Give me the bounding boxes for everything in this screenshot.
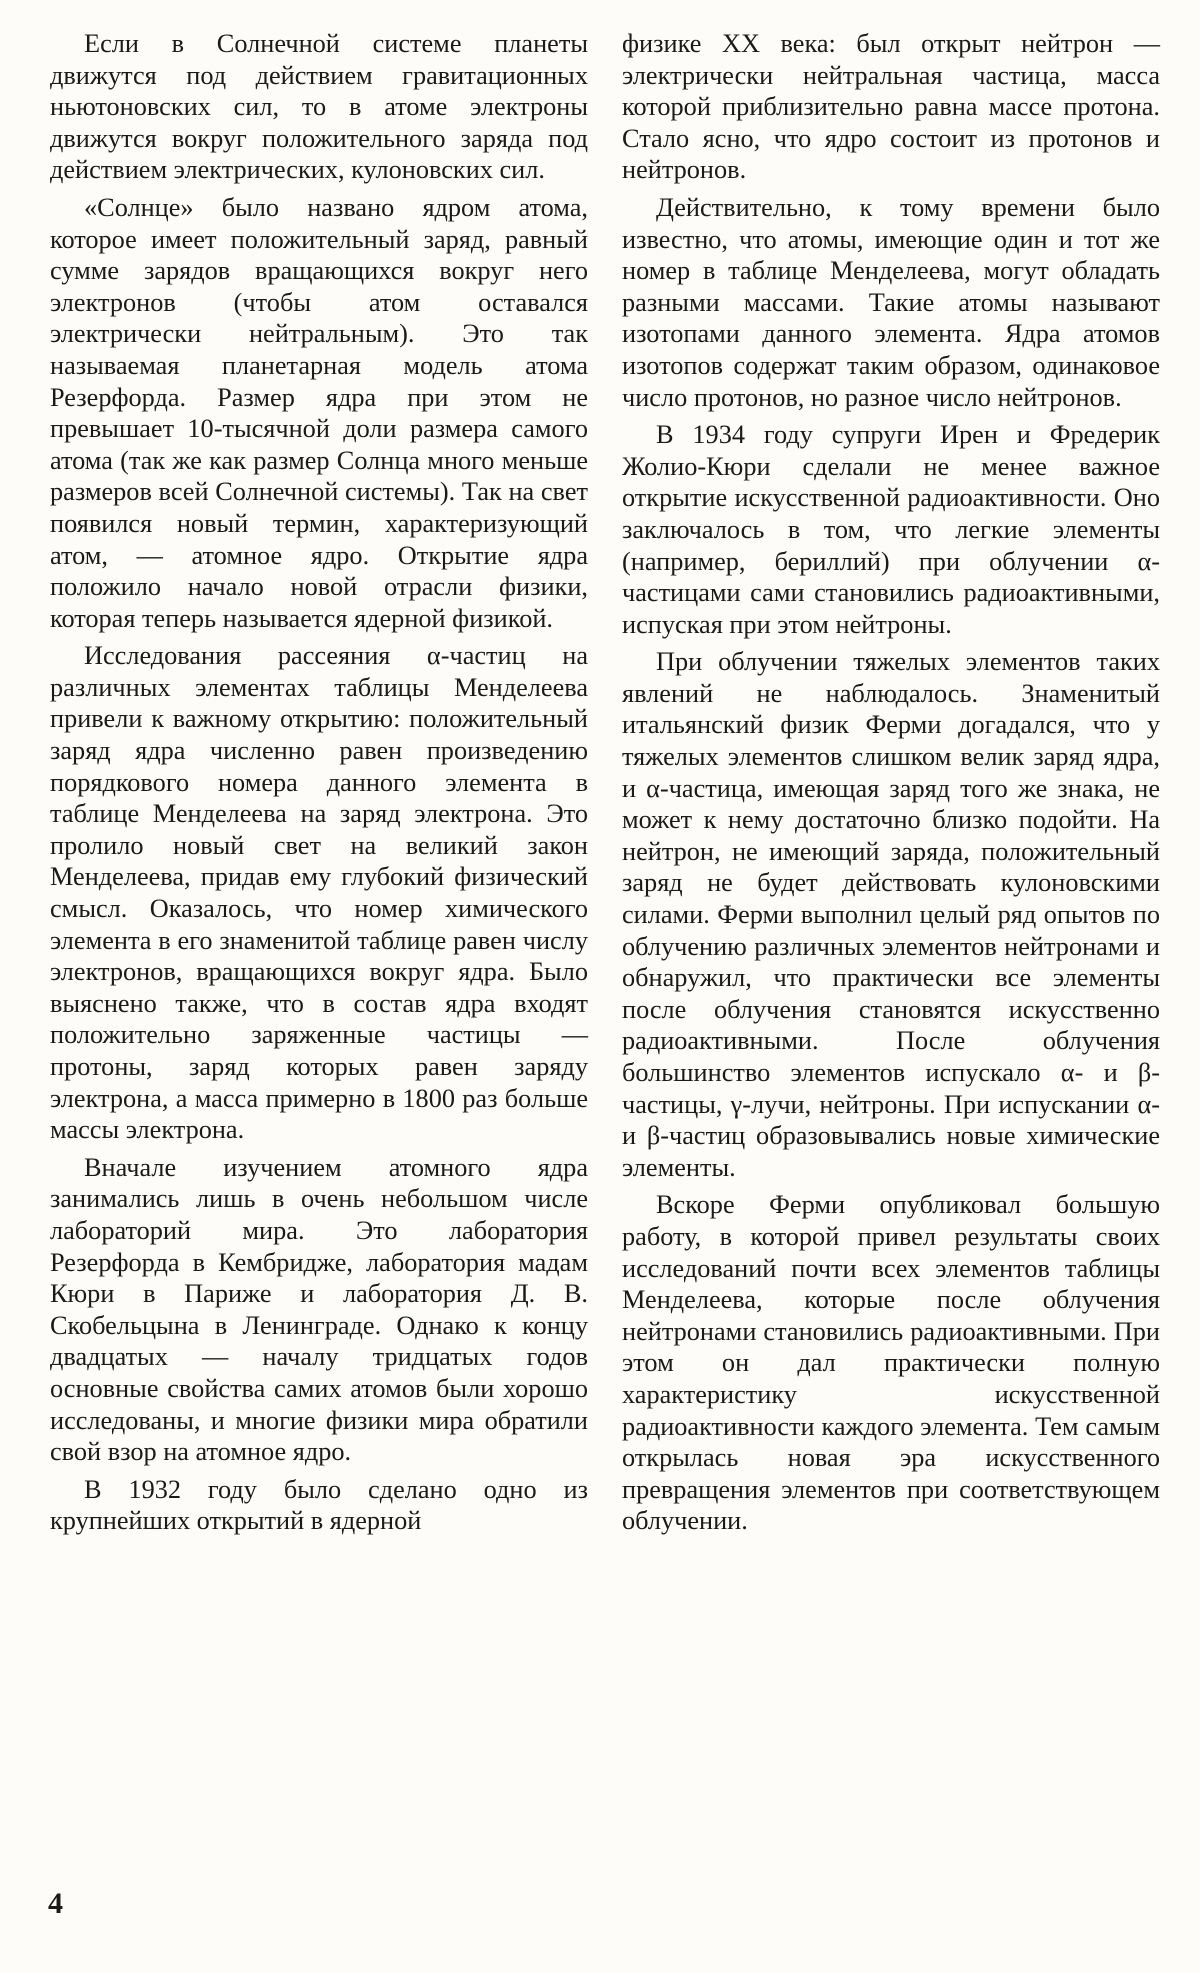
right-column [622,28,1160,1537]
paragraph: Действительно, к тому времени было известно, что атомы, имеющие один и тот же номер в таблице Менделеева, могут обладать разными массами. Такие атомы называют изотопами данного элемента. Ядра атомов изотопов содержат таким образом, одинаковое число протонов, но разное число нейтронов. [622,192,1160,412]
paragraph: При облучении тяжелых элементов таких явлений не наблюдалось. Знаменитый итальянский физик Ферми догадался, что у тяжелых элементов слишком велик заряд ядра, и α-частица, имеющая заряд того же знака, не может к нему достаточно близко подойти. На нейтрон, не имеющий заряда, положительный заряд не будет действовать кулоновскими силами. Ферми выполнил целый ряд опытов по облучению различных элементов нейтронами и обнаружил, что практически все элементы после облучения становятся искусственно радиоактивными. После облучения большинство элементов испускало α- и β-частицы, γ-лучи, нейтроны. При испускании α- и β-частиц образовывались новые химические элементы. [622,647,1160,1182]
paragraph: «Солнце» было названо ядром атома, которое имеет положительный заряд, равный сумме зарядов вращающихся вокруг него электронов (чтобы атом оставался электрически нейтральным). Это так называемая планетарная модель атома Резерфорда. Размер ядра при этом не превышает 10-тысячной доли размера самого атома (так же как размер Солнца много меньше размеров всей Солнечной системы). Так на свет появился новый термин, характеризующий атом, — атомное ядро. Открытие ядра положило начало новой отрасли физики, которая теперь называется ядерной физикой. [50,192,588,633]
paragraph: В 1932 году было сделано одно из крупнейших открытий в ядерной [50,1474,588,1536]
left-column [50,28,588,1537]
paragraph: Вскоре Ферми опубликовал большую работу, в которой привел результаты своих исследований почти всех элементов таблицы Менделеева, которые после облучения нейтронами становились радиоактивными. При этом он дал практически полную характеристику искусственной радиоактивности каждого элемента. Тем самым открылась новая эра искусственного превращения элементов при соответствующем облучении. [622,1190,1160,1536]
page-number: 4 [48,1887,63,1920]
paragraph-continued: физике XX века: был открыт нейтрон — электрически нейтральная частица, масса которой приблизительно равна массе протона. Стало ясно, что ядро состоит из протонов и нейтронов. [622,29,1160,185]
paragraph: Если в Солнечной системе планеты движутся под действием гравитационных ньютоновских сил, то в атоме электроны движутся вокруг положительного заряда под действием электрических, кулоновских сил. [50,29,588,185]
paragraph: Вначале изучением атомного ядра занимались лишь в очень небольшом числе лабораторий мира. Это лаборатория Резерфорда в Кембридже, лаборатория мадам Кюри в Париже и лаборатория Д. В. Скобельцына в Ленинграде. Однако к концу двадцатых — началу тридцатых годов основные свойства самих атомов были хорошо исследованы, и многие физики мира обратили свой взор на атомное ядро. [50,1152,588,1467]
paragraph: Исследования рассеяния α-частиц на различных элементах таблицы Менделеева привели к важному открытию: положительный заряд ядра численно равен произведению порядкового номера данного элемента в таблице Менделеева на заряд электрона. Это пролило новый свет на великий закон Менделеева, придав ему глубокий физический смысл. Оказалось, что номер химического элемента в его знаменитой таблице равен числу электронов, вращающихся вокруг ядра. Было выяснено также, что в состав ядра входят положительно заряженные частицы — протоны, заряд которых равен заряду электрона, а масса примерно в 1800 раз больше массы электрона. [50,641,588,1145]
paragraph: В 1934 году супруги Ирен и Фредерик Жолио-Кюри сделали не менее важное открытие искусственной радиоактивности. Оно заключалось в том, что легкие элементы (например, бериллий) при облучении α-частицами сами становились радиоактивными, испуская при этом нейтроны. [622,420,1160,639]
